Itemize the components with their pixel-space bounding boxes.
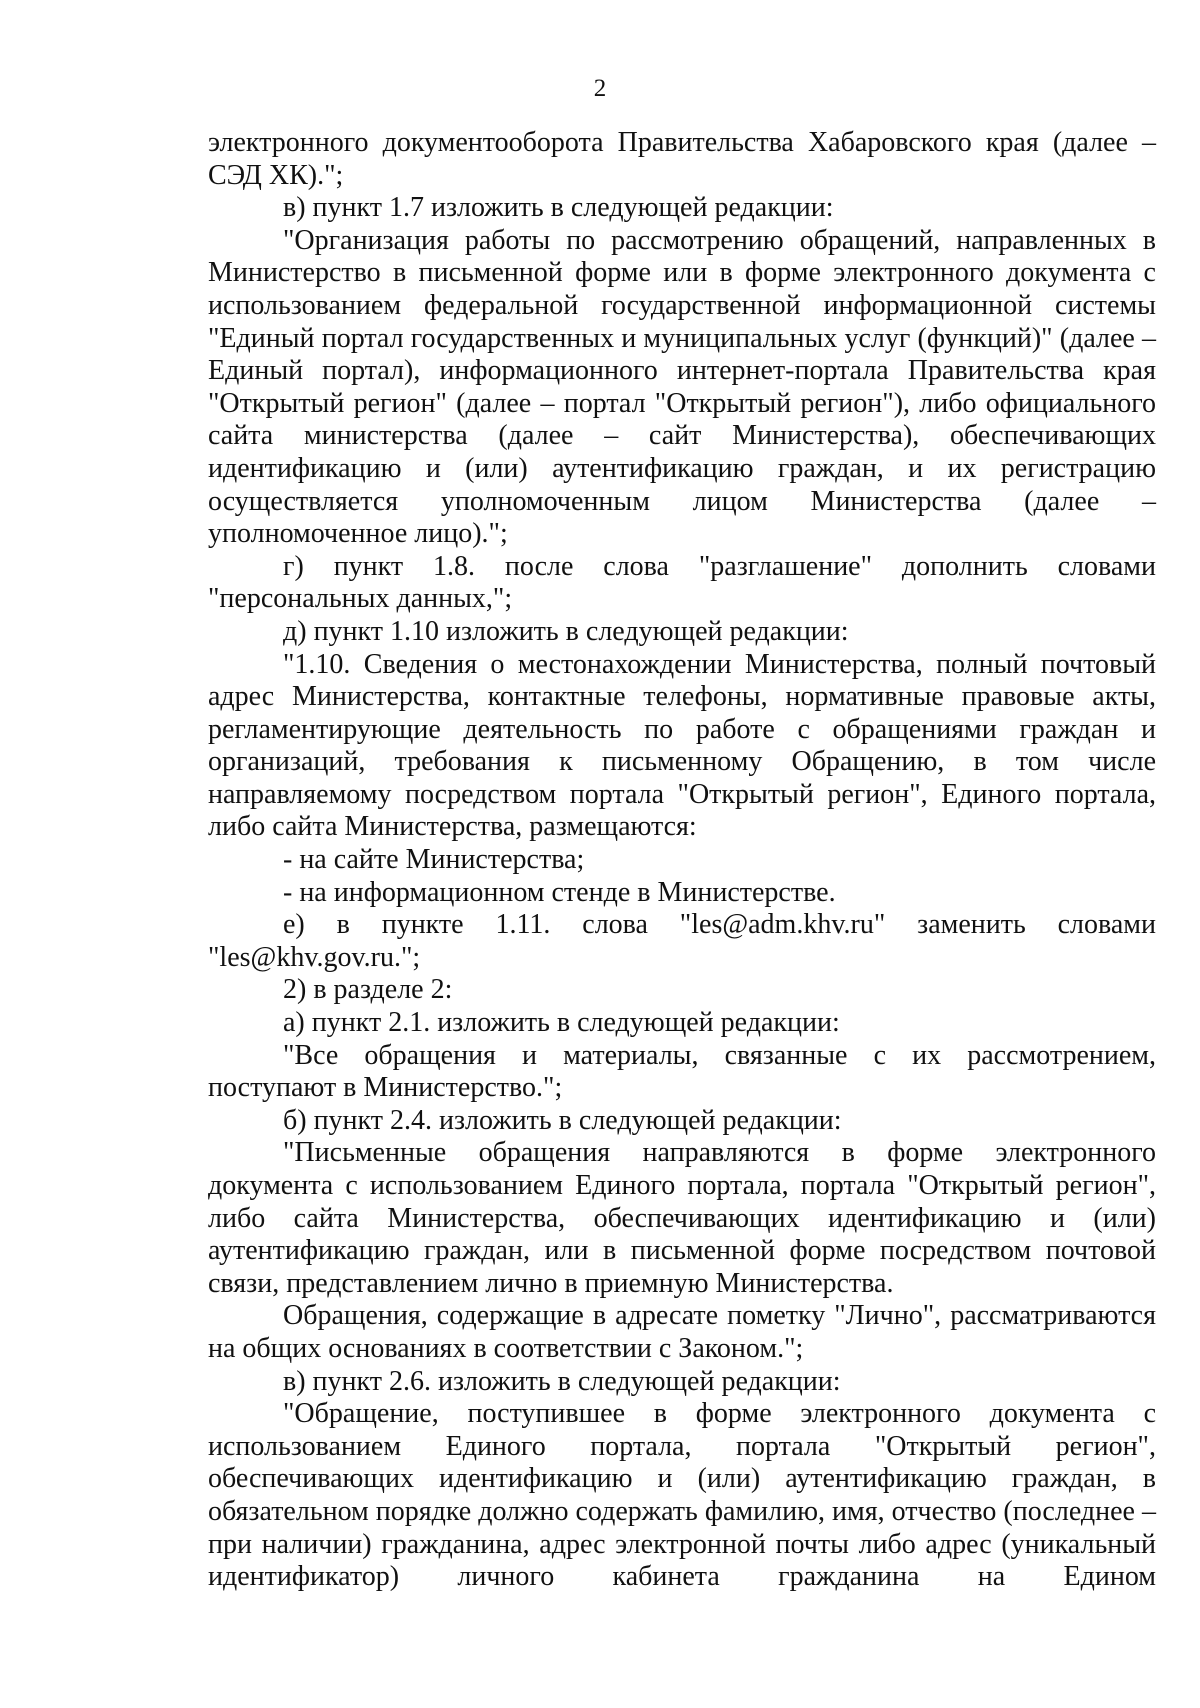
- paragraph: а) пункт 2.1. изложить в следующей редакции:: [283, 1007, 840, 1039]
- paragraph: - на информационном стенде в Министерстве.: [283, 876, 836, 908]
- paragraph: е) в пункте 1.11. слова "les@adm.khv.ru" заменить словами "les@khv.gov.ru.";: [208, 909, 1156, 973]
- paragraph: "Обращение, поступившее в форме электронного документа с использованием Единого портала, портала "Открытый регион", обеспечивающих идентификацию и (или) аутентификацию граждан, в обязательном порядке должно содержать фамилию, имя, отчество (последнее – при наличии) гражданина, адрес электронной почты либо адрес (уникальный идентификатор) личного кабинета гражданина на Едином: [208, 1398, 1156, 1593]
- paragraph: 2) в разделе 2:: [283, 974, 453, 1006]
- paragraph: "Все обращения и материалы, связанные с их рассмотрением, поступают в Министерство.";: [208, 1039, 1156, 1104]
- paragraph: г) пункт 1.8. после слова "разглашение" дополнить словами "персональных данных,";: [208, 550, 1156, 615]
- paragraph: "Письменные обращения направляются в форме электронного документа с использованием Единого портала, портала "Открытый регион", либо сайта Министерства, обеспечивающих идентификацию и (или) аутентификацию граждан, или в письменной форме посредством почтовой связи, представлением лично в приемную Министерства.: [208, 1137, 1156, 1299]
- page-number: 2: [593, 75, 607, 102]
- paragraph: в) пункт 2.6. изложить в следующей редакции:: [283, 1365, 841, 1397]
- paragraph: б) пункт 2.4. изложить в следующей редакции:: [283, 1104, 842, 1136]
- paragraph: электронного документооборота Правительства Хабаровского края (далее – СЭД ХК).";: [208, 127, 1156, 191]
- paragraph: "Организация работы по рассмотрению обращений, направленных в Министерство в письменной форме или в форме электронного документа с использованием федеральной государственной информационной системы "Единый портал государственных и муниципальных услуг (функций)" (далее – Единый портал), информационного интернет-портала Правительства края "Открытый регион" (далее – портал "Открытый регион"), либо официального сайта министерства (далее – сайт Министерства), обеспечивающих идентификацию и (или) аутентификацию граждан, и их регистрацию осуществляется уполномоченным лицом Министерства (далее – уполномоченное лицо).";: [208, 224, 1156, 550]
- paragraph: - на сайте Министерства;: [283, 844, 585, 876]
- paragraph: Обращения, содержащие в адресате пометку "Лично", рассматриваются на общих основаниях в соответствии с Законом.";: [208, 1300, 1156, 1364]
- paragraph: д) пункт 1.10 изложить в следующей редакции:: [283, 615, 849, 647]
- paragraph: "1.10. Сведения о местонахождении Министерства, полный почтовый адрес Министерства, контактные телефоны, нормативные правовые акты, регламентирующие деятельность по работе с обращениями граждан и организаций, требования к письменному Обращению, в том числе направляемому посредством портала "Открытый регион", Единого портала, либо сайта Министерства, размещаются:: [208, 648, 1156, 843]
- paragraph: в) пункт 1.7 изложить в следующей редакции:: [283, 192, 834, 224]
- document-body: [208, 127, 1156, 1594]
